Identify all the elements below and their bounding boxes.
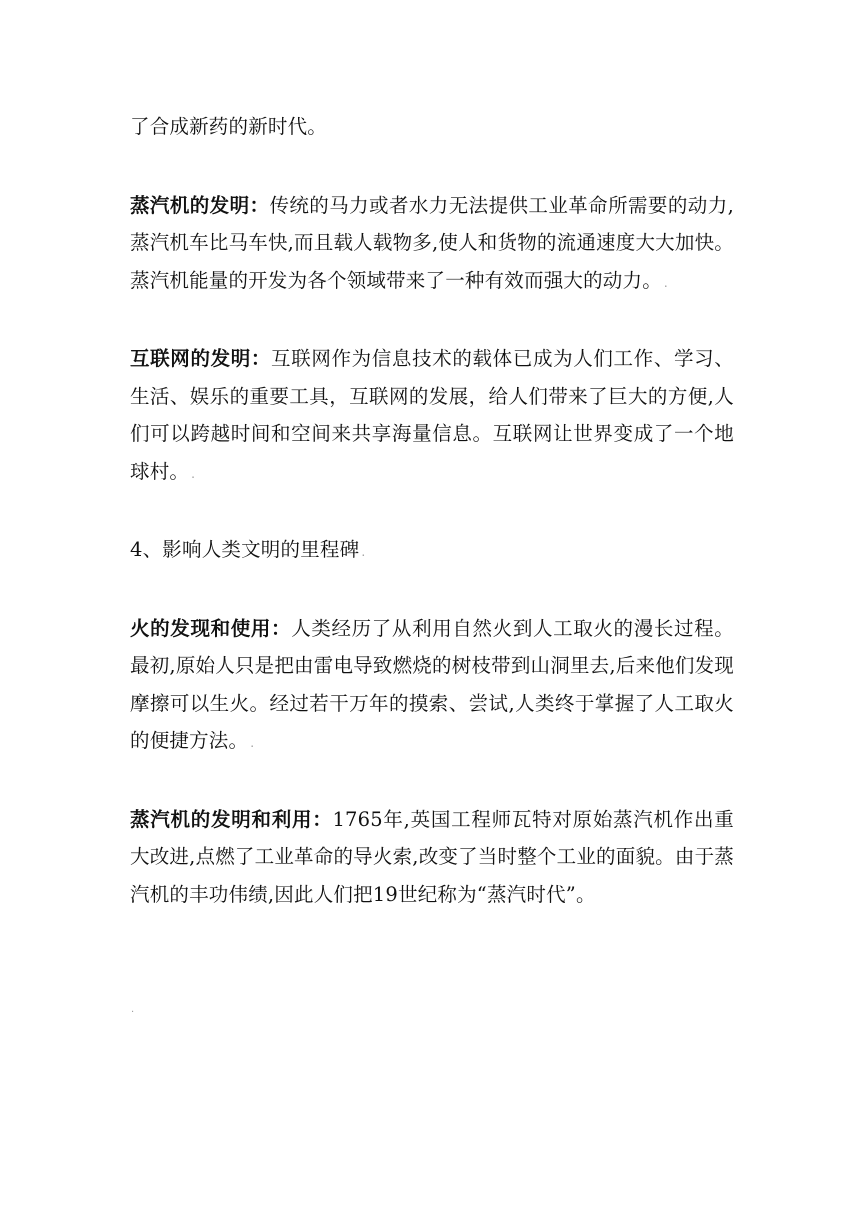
paragraph-text: 1765年,英国工程师瓦特对原始蒸汽机作出重大改进,点燃了工业革命的导火索,改变了当时整个工业的面貌。由于蒸汽机的丰功伟绩,因此人们把19世纪称为“蒸汽时代”。 bbox=[130, 807, 734, 906]
paragraph-fire-discovery bbox=[130, 610, 734, 763]
paragraph-text: 互联网作为信息技术的载体已成为人们工作、学习、生活、娱乐的重要工具，互联网的发展，给人们带来了巨大的方便,人们可以跨越时间和空间来共享海量信息。互联网让世界变成了一个地球村。 bbox=[130, 347, 734, 483]
paragraph-term: 互联网的发明： bbox=[130, 347, 272, 370]
paragraph-mark: . bbox=[250, 736, 255, 750]
paragraph-mark: . bbox=[663, 275, 668, 290]
paragraph-term: 火的发现和使用： bbox=[130, 616, 292, 640]
paragraph-gap bbox=[130, 493, 734, 531]
paragraph-mark: . bbox=[191, 466, 196, 481]
paragraph-steam-engine-invention bbox=[130, 187, 734, 303]
paragraph-gap bbox=[130, 149, 734, 187]
paragraph-internet-invention bbox=[130, 340, 734, 493]
paragraph-text: 人类经历了从利用自然火到人工取火的漫长过程。最初,原始人只是把由雷电导致燃烧的树枝带到山洞里去,后来他们发现摩擦可以生火。经过若干万年的摸索、尝试,人类终于掌握了人工取火的便捷方法。 bbox=[130, 616, 734, 752]
paragraph-intro-tail bbox=[130, 108, 734, 149]
paragraph-text: 4、影响人类文明的里程碑 bbox=[130, 538, 360, 561]
paragraph-gap bbox=[130, 763, 734, 801]
paragraph-gap bbox=[130, 572, 734, 610]
paragraph-mark: . bbox=[361, 545, 366, 559]
document-body bbox=[130, 108, 734, 916]
paragraph-term: 蒸汽机的发明： bbox=[130, 193, 270, 217]
paragraph-text: 传统的马力或者水力无法提供工业革命所需要的动力,蒸汽机车比马车快,而且载人载物多,使人和货物的流通速度大大加快。蒸汽机能量的开发为各个领域带来了一种有效而强大的动力。 bbox=[130, 193, 735, 292]
paragraph-term: 蒸汽机的发明和利用： bbox=[130, 807, 333, 831]
paragraph-gap bbox=[130, 302, 734, 340]
paragraph-steam-engine-use bbox=[130, 801, 734, 917]
paragraph-text: 了合成新药的新时代。 bbox=[130, 115, 328, 138]
paragraph-end-mark: . bbox=[131, 1004, 135, 1015]
section-heading-milestones bbox=[130, 531, 734, 572]
